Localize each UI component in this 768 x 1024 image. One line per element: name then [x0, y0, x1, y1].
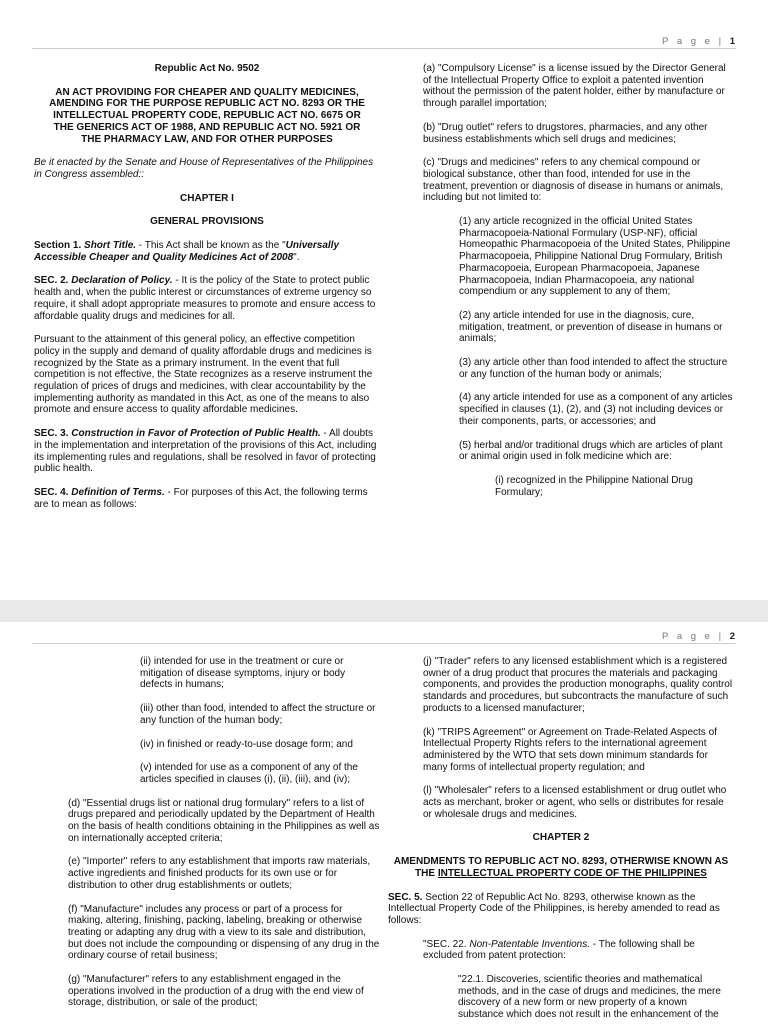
right-column — [388, 656, 734, 1024]
section-3: SEC. 3. Construction in Favor of Protection of Public Health. - All doubts in the implementation and interpretation of the provisions of this Act, including its implementing rules and regulations, shall be resolved in favor of protecting public health. — [34, 428, 377, 475]
section-5: SEC. 5. Section 22 of Republic Act No. 8293, otherwise known as the Intellectual Property Code of the Philippines, is hereby amended to read as follows: — [388, 891, 720, 926]
section-2: SEC. 2. Declaration of Policy. - It is the policy of the State to protect public health and, when the public interest or circumstances of extreme urgency so require, it shall adopt appropriate measures to promote and ensure access to affordable quality drugs and medicines for all. — [34, 275, 376, 322]
chapter-title: GENERAL PROVISIONS — [150, 216, 264, 228]
definition-l: (l) "Wholesaler" refers to a licensed establishment or drug outlet who acts as merchant, broker or agent, who sells or distributes for resale or wholesale drugs and medicines. — [423, 785, 727, 820]
chapter-heading: CHAPTER 2 — [532, 832, 590, 844]
section-2-paragraph-2: Pursuant to the attainment of this general policy, an effective competition policy in the supply and demand of quality affordable drugs and medicines is recognized by the State as a primary instrument. In the event that full competition is not effective, the State recognizes as a reserve instrument the regulation of prices of drugs and medicines, with clear accountability by the implementing authority as mandated in this Act, as one of the means to also promote and ensure access to quality affordable medicines. — [34, 334, 373, 416]
definition-e: (e) "Importer" refers to any establishment that imports raw materials, active ingredients and finished products for its own use or for distribution to other drug establishments or outlets; — [68, 856, 371, 891]
act-number: Republic Act No. 9502 — [154, 63, 260, 74]
clause-5: (5) herbal and/or traditional drugs which are articles of plant or animal origin used in folk medicine which are: — [459, 439, 723, 463]
enacting-clause: Be it enacted by the Senate and House of Representatives of the Philippines in Congress assembled:: — [34, 157, 374, 180]
page-number: P a g e | 1 — [662, 36, 736, 47]
header-divider — [32, 643, 736, 644]
section-1: Section 1. Short Title. - This Act shall be known as the "Universally Accessible Cheaper and Quality Medicines Act of 2008". — [34, 240, 340, 263]
definition-g: (g) "Manufacturer" refers to any establishment engaged in the operations involved in the production of a drug with the end view of storage, distribution, or sale of the product; — [68, 974, 364, 1009]
left-column — [68, 656, 380, 1021]
clause-4: (4) any article intended for use as a component of any articles specified in clauses (1), (2), and (3) not including devices or their components, parts, or accessories; and — [459, 392, 733, 427]
clause-1: (1) any article recognized in the official United States Pharmacopoeia-National Formulary (USP-NF), official Homeopathic Pharmacopoeia of the United States, Philippine Pharmacopoeia, Philippine National Drug Formulary, British Pharmacopoeia, European Pharmacopoeia, Japanese Pharmacopoeia, Indian Pharmacopoeia, any national compendium or any supplement to any of them; — [459, 216, 731, 298]
definition-k: (k) "TRIPS Agreement" or Agreement on Trade-Related Aspects of Intellectual Property Rights refers to the international agreement administered by the WTO that sets down minimum standards for many forms of intellectual property regulation; and — [423, 726, 717, 773]
header-divider — [32, 48, 736, 49]
clause-5-i: (i) recognized in the Philippine National Drug Formulary; — [495, 474, 693, 498]
definition-f: (f) "Manufacture" includes any process or part of a process for making, altering, finishing, packing, labeling, breaking or otherwise treating or adapting any drug with a view to its sale and distribution, but does not include the compounding or dispensing of any drug in the ordinary course of retail business; — [68, 903, 380, 962]
clause-3: (3) any article other than food intended to affect the structure or any function of the human body or animals; — [459, 357, 728, 380]
clause-5-ii: (ii) intended for use in the treatment or cure or mitigation of disease symptoms, injury or body defects in humans; — [140, 656, 346, 691]
definition-c: (c) "Drugs and medicines" refers to any chemical compound or biological substance, other than food, intended for use in the treatment, prevention or diagnosis of disease in humans or animals, including but not limited to: — [423, 157, 724, 204]
left-column — [34, 63, 380, 522]
clause-2: (2) any article intended for use in the diagnosis, cure, mitigation, treatment, or prevention of disease in humans or animals; — [459, 309, 723, 345]
page-number: P a g e | 2 — [662, 631, 736, 642]
act-title: AN ACT PROVIDING FOR CHEAPER AND QUALITY MEDICINES, AMENDING FOR THE PURPOSE REPUBLIC ACT NO. 8293 OR THE INTELLECTUAL PROPERTY CODE, REPUBLIC ACT NO. 6675 OR THE GENERICS ACT OF 1988, AND REPUBLIC ACT NO. 5921 OR THE PHARMACY LAW, AND FOR OTHER PURPOSES — [49, 86, 365, 145]
definition-b: (b) "Drug outlet" refers to drugstores, pharmacies, and any other business establishments which sell drugs and medicines; — [423, 121, 708, 145]
section-4: SEC. 4. Definition of Terms. - For purposes of this Act, the following terms are to mean as follows: — [34, 486, 368, 510]
section-22-1: "22.1. Discoveries, scientific theories and mathematical methods, and in the case of drugs and medicines, the mere discovery of a new form or new property of a known substance which does not result in the enhancement of the — [458, 974, 721, 1021]
clause-5-iv: (iv) in finished or ready-to-use dosage form; and — [140, 738, 353, 750]
definition-a: (a) "Compulsory License" is a license issued by the Director General of the Intellectual Property Office to exploit a patented invention without the permission of the patent holder, either by manufacture or through parallel importation; — [423, 63, 726, 110]
document-page-2 — [0, 622, 768, 1024]
section-22: "SEC. 22. Non-Patentable Inventions. - The following shall be excluded from patent protection: — [423, 938, 695, 962]
chapter-heading: CHAPTER I — [180, 192, 234, 204]
right-column — [423, 63, 733, 510]
definition-d: (d) "Essential drugs list or national drug formulary" refers to a list of drugs prepared and periodically updated by the Department of Health on the basis of health conditions obtaining in the Philippines as well as on internationally accepted criteria; — [68, 797, 380, 844]
definition-j: (j) "Trader" refers to any licensed establishment which is a registered owner of a drug product that procures the materials and packaging components, and provides the production monographs, quality control standards and procedures, but subcontracts the manufacture of such products to a licensed manufacturer; — [423, 656, 733, 714]
clause-5-iii: (iii) other than food, intended to affect the structure or any function of the human body; — [140, 703, 376, 726]
clause-5-v: (v) intended for use as a component of any of the articles specified in clauses (i), (ii), (iii), and (iv); — [140, 762, 358, 785]
chapter-title: AMENDMENTS TO REPUBLIC ACT NO. 8293, OTHERWISE KNOWN AS THE INTELLECTUAL PROPERTY CODE OF THE PHILIPPINES — [393, 856, 729, 879]
